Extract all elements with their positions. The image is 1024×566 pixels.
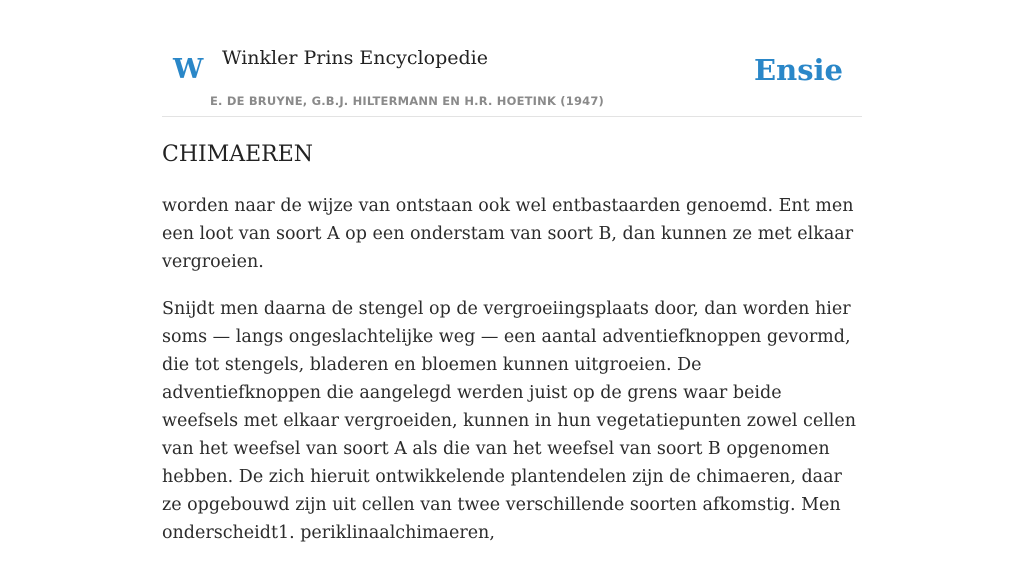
ensie-logo-link[interactable]: Ensie bbox=[754, 53, 843, 87]
entry-title: CHIMAEREN bbox=[162, 142, 314, 167]
site-header bbox=[162, 0, 862, 117]
paragraph-2: Snijdt men daarna de stengel op de vergroeiingsplaats door, dan worden hier soms — langs ongeslachtelijke weg — een aantal adventiefknoppen gevormd, die tot stengels, bladeren en bloemen kunnen uitgroeien. De adventiefknoppen die aangelegd werden juist op de grens waar beide weefsels met elkaar vergroeiden, kunnen in hun vegetatiepunten zowel cellen van het weefsel van soort A als die van het weefsel van soort B opgenomen hebben. De zich hieruit ontwikkelende plantendelen zijn de chimaeren, daar ze opgebouwd zijn uit cellen van twee verschillende soorten afkomstig. Men onderscheidt1. periklinaalchimaeren, bbox=[162, 299, 857, 543]
paragraph-1: worden naar de wijze van ontstaan ook wel entbastaarden genoemd. Ent men een loot van soort A op een onderstam van soort B, dan kunnen ze met elkaar vergroeien. bbox=[162, 196, 854, 272]
authors-line: E. DE BRUYNE, G.B.J. HILTERMANN EN H.R. HOETINK (1947) bbox=[210, 94, 605, 108]
site-title: Winkler Prins Encyclopedie bbox=[222, 47, 488, 69]
entry-body bbox=[162, 192, 862, 566]
winkler-prins-logo[interactable]: W bbox=[173, 54, 204, 85]
